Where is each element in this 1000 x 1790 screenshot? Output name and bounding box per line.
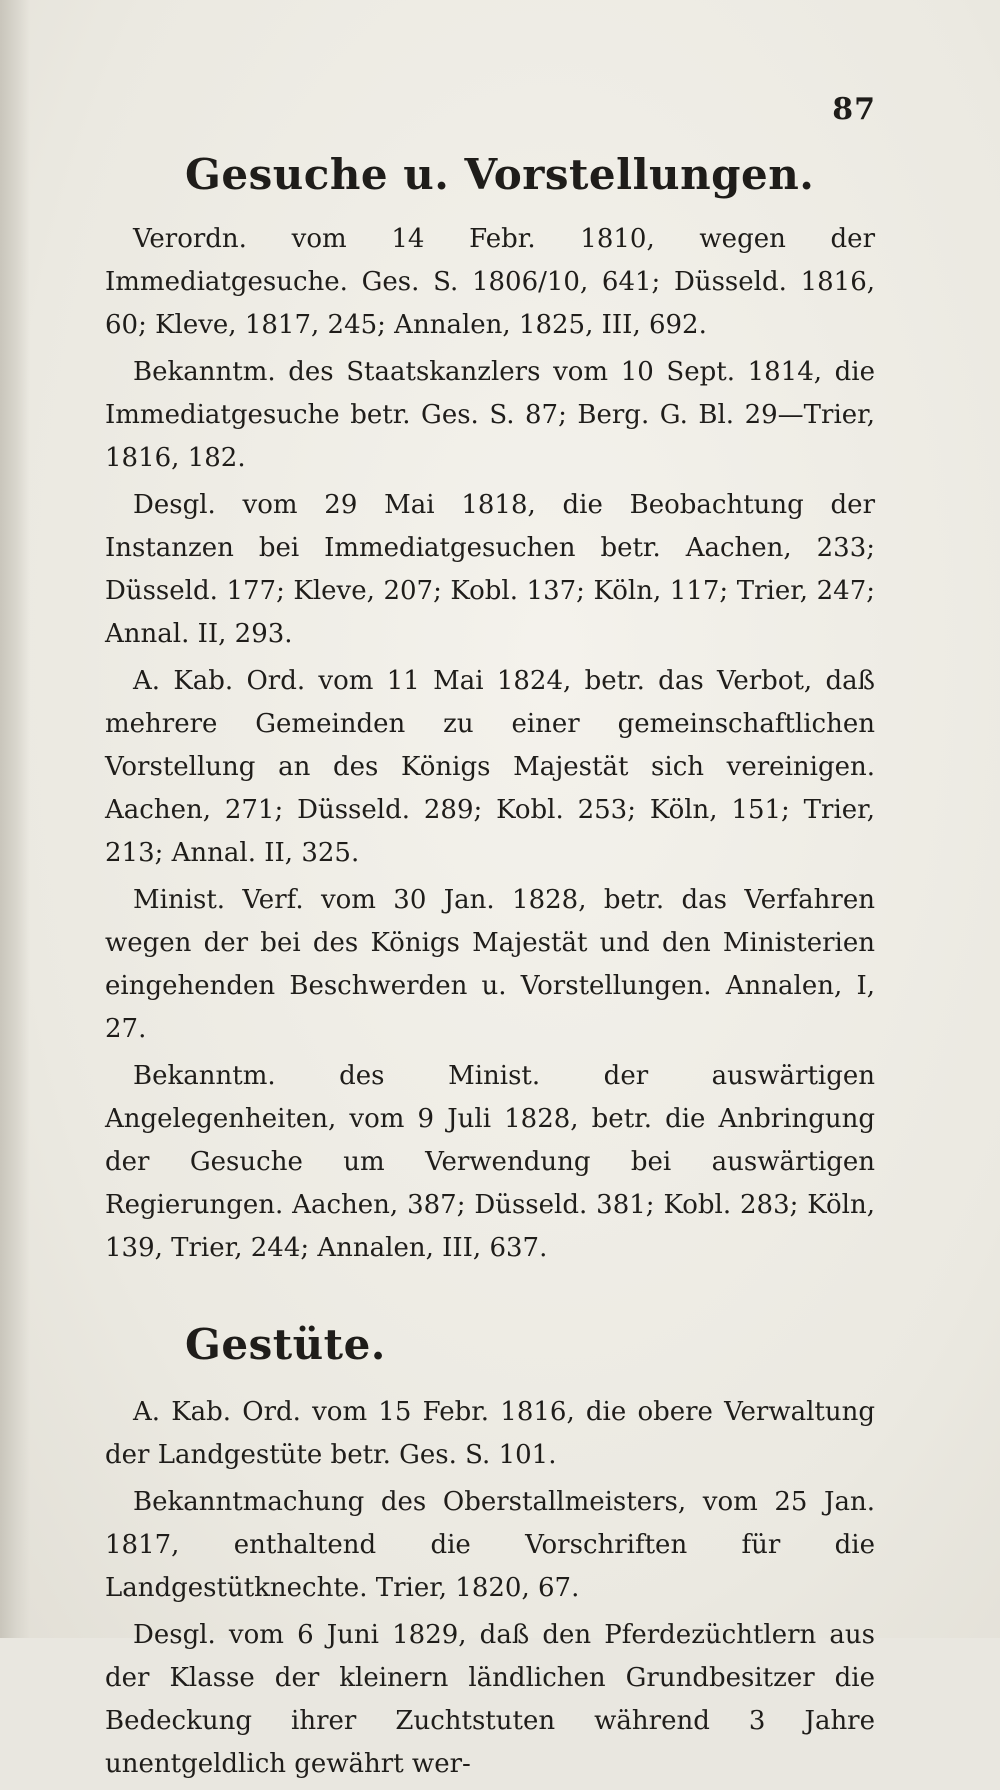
- page-number: 87: [832, 92, 876, 127]
- entry-paragraph: Desgl. vom 6 Juni 1829, daß den Pferdezüchtlern aus der Klasse der kleinern ländlichen Grundbesitzer die Bedeckung ihrer Zuchtstuten während 3 Jahre unentgeldlich gewährt wer-: [105, 1619, 875, 1779]
- section-heading-gestuete: Gestüte.: [185, 1320, 386, 1370]
- entry-paragraph: Verordn. vom 14 Febr. 1810, wegen der Immediatgesuche. Ges. S. 1806/10, 641; Düsseld. 1816, 60; Kleve, 1817, 245; Annalen, 1825, III, 692.: [105, 224, 875, 341]
- entry-paragraph: A. Kab. Ord. vom 15 Febr. 1816, die obere Verwaltung der Landgestüte betr. Ges. S. 101.: [105, 1396, 875, 1470]
- text-block: [105, 150, 875, 1790]
- entry-paragraph: Desgl. vom 29 Mai 1818, die Beobachtung der Instanzen bei Immediatgesuchen betr. Aachen, 233; Düsseld. 177; Kleve, 207; Kobl. 137; Köln, 117; Trier, 247; Annal. II, 293.: [105, 490, 875, 650]
- entry-paragraph: Bekanntm. des Minist. der auswärtigen Angelegenheiten, vom 9 Juli 1828, betr. die Anbringung der Gesuche um Verwendung bei auswärtigen Regierungen. Aachen, 387; Düsseld. 381; Kobl. 283; Köln, 139, Trier, 244; Annalen, III, 637.: [105, 1061, 875, 1264]
- section-heading-gesuche: Gesuche u. Vorstellungen.: [185, 150, 815, 199]
- entry-paragraph: Minist. Verf. vom 30 Jan. 1828, betr. das Verfahren wegen der bei des Königs Majestät und den Ministerien eingehenden Beschwerden u. Vorstellungen. Annalen, I, 27.: [105, 885, 875, 1045]
- entry-paragraph: Bekanntmachung des Oberstallmeisters, vom 25 Jan. 1817, enthaltend die Vorschriften für die Landgestütknechte. Trier, 1820, 67.: [105, 1486, 875, 1603]
- binding-shadow: [0, 0, 30, 1638]
- entry-paragraph: Bekanntm. des Staatskanzlers vom 10 Sept. 1814, die Immediatgesuche betr. Ges. S. 87; Berg. G. Bl. 29—Trier, 1816, 182.: [105, 357, 875, 474]
- entry-paragraph: A. Kab. Ord. vom 11 Mai 1824, betr. das Verbot, daß mehrere Gemeinden zu einer gemeinschaftlichen Vorstellung an des Königs Majestät sich vereinigen. Aachen, 271; Düsseld. 289; Kobl. 253; Köln, 151; Trier, 213; Annal. II, 325.: [105, 666, 875, 869]
